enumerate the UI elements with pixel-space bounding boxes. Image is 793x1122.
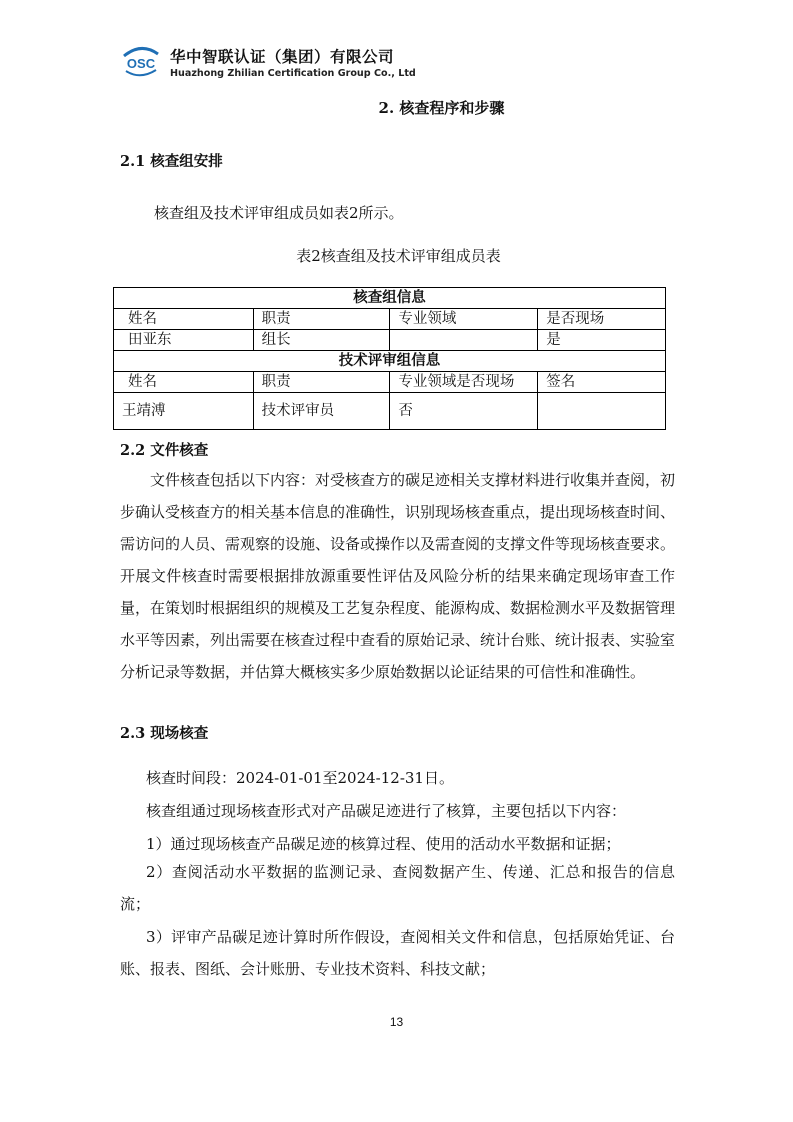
page-number: 13 [389,1015,404,1029]
group1-title: 核查组信息 [114,288,666,309]
col-header: 姓名 [114,309,254,330]
company-logo [118,44,164,78]
members-table [113,287,666,430]
section-title: 2. 核查程序和步骤 [378,99,505,117]
group1-header-row [114,309,666,330]
table-cell: 组长 [253,330,390,351]
table-row [114,330,666,351]
group2-title: 技术评审组信息 [114,351,666,372]
list-item-3: 3）评审产品碳足迹计算时所作假设，查阅相关文件和信息，包括原始凭证、台账、报表、图纸、会计账册、专业技术资料、科技文献； [120,928,675,978]
table-cell: 是 [538,330,666,351]
heading-2-2: 2.2 文件核查 [120,442,209,459]
col-header: 姓名 [114,372,254,393]
heading-2-3: 2.3 现场核查 [120,725,209,742]
table-cell: 王靖溥 [114,393,254,430]
col-header: 职责 [253,372,390,393]
table-cell: 否 [390,393,538,430]
company-name-en: Huazhong Zhilian Certification Group Co., Ltd [170,68,416,79]
list-item-2: 2）查阅活动水平数据的监测记录、查阅数据产生、传递、汇总和报告的信息流； [120,863,675,913]
group2-header-row [114,372,666,393]
logo-text: OSC [126,56,156,71]
col-header: 专业领域是否现场 [390,372,538,393]
check-period: 核查时间段：2024-01-01至2024-12-31日。 [146,769,454,787]
table-caption: 表2核查组及技术评审组成员表 [296,247,501,265]
table-cell: 技术评审员 [253,393,390,430]
table-cell [390,330,538,351]
list-item-1: 1）通过现场核查产品碳足迹的核算过程、使用的活动水平数据和证据； [146,835,621,853]
col-header: 专业领域 [390,309,538,330]
table-cell: 田亚东 [114,330,254,351]
table-row [114,393,666,430]
body-2-2: 文件核查包括以下内容：对受核查方的碳足迹相关支撑材料进行收集并查阅，初步确认受核查方的相关基本信息的准确性，识别现场核查重点，提出现场核查时间、需访问的人员、需观察的设施、设备或操作以及需查阅的支撑文件等现场核查要求。开展文件核查时需要根据排放源重要性评估及风险分析的结果来确定现场审查工作量，在策划时根据组织的规模及工艺复杂程度、能源构成、数据检测水平及数据管理水平等因素，列出需要在核查过程中查看的原始记录、统计台账、统计报表、实验室分析记录等数据，并估算大概核实多少原始数据以论证结果的可信性和准确性。 [120,471,676,681]
lead-2-3: 核查组通过现场核查形式对产品碳足迹进行了核算，主要包括以下内容： [146,802,627,820]
col-header: 签名 [538,372,666,393]
intro-2-1: 核查组及技术评审组成员如表2所示。 [154,204,404,222]
table-cell [538,393,666,430]
col-header: 职责 [253,309,390,330]
company-name-cn: 华中智联认证（集团）有限公司 [170,48,395,66]
col-header: 是否现场 [538,309,666,330]
heading-2-1: 2.1 核查组安排 [120,153,223,170]
